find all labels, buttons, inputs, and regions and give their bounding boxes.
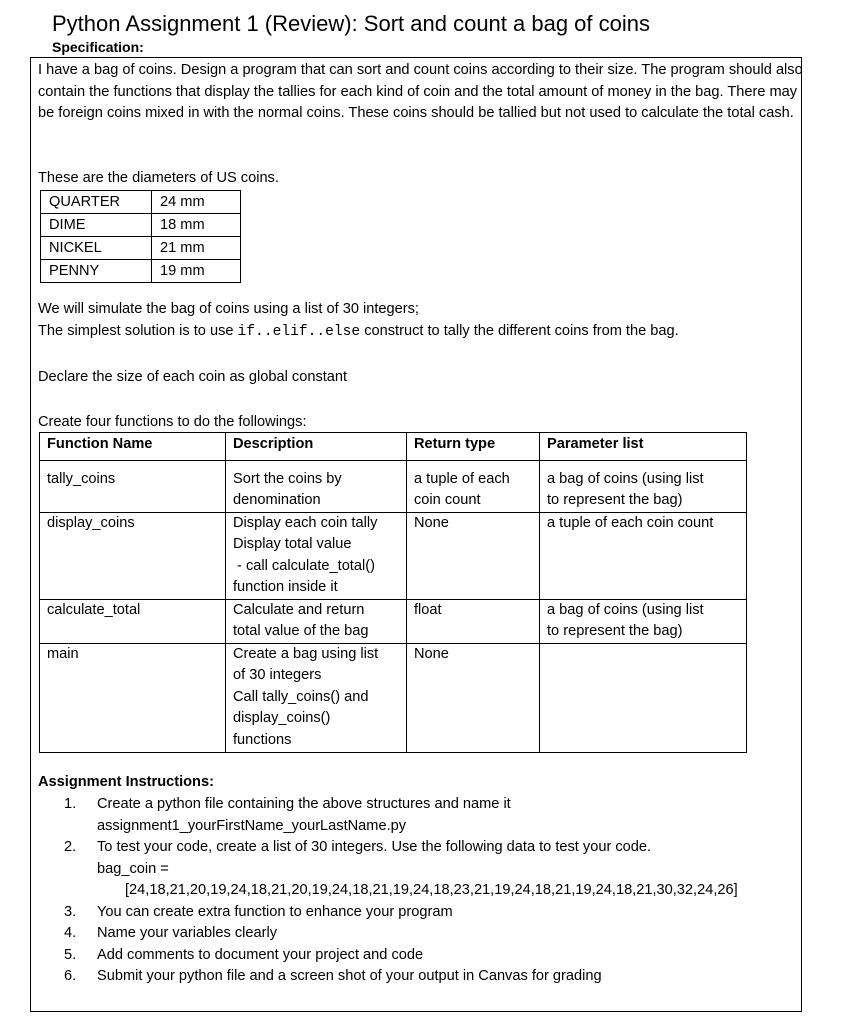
function-name: calculate_total xyxy=(40,599,226,643)
function-description xyxy=(226,643,407,752)
instruction-line: To test your code, create a list of 30 integers. Use the following data to test your code. xyxy=(97,839,652,855)
function-description xyxy=(226,512,407,599)
table-row xyxy=(40,512,747,599)
description-line: Display each coin tally xyxy=(233,514,378,531)
coin-diameter-table xyxy=(40,190,241,283)
instruction-line: Add comments to document your project and code xyxy=(97,946,424,963)
description-line: display_coins() xyxy=(233,710,331,726)
description-line: Calculate and return xyxy=(233,601,365,618)
coin-size: 19 mm xyxy=(152,260,241,283)
instruction-line: You can create extra function to enhance your program xyxy=(97,903,453,920)
column-header: Return type xyxy=(407,433,540,461)
list-number: 1. xyxy=(64,796,77,812)
return-type xyxy=(407,460,540,512)
parameter-line: to represent the bag) xyxy=(547,623,683,639)
instruction-line: Create a python file containing the above structures and name it xyxy=(97,796,511,812)
return-line: None xyxy=(414,645,449,662)
column-header: Function Name xyxy=(40,433,226,461)
return-line: float xyxy=(414,601,442,618)
coin-name: DIME xyxy=(41,214,152,237)
description-line: functions xyxy=(233,731,292,748)
instruction-line: bag_coin = xyxy=(97,860,169,877)
return-type xyxy=(407,512,540,599)
description-line: total value of the bag xyxy=(233,623,369,639)
coin-table-caption: These are the diameters of US coins. xyxy=(38,170,279,186)
list-number: 5. xyxy=(64,946,77,963)
declare-constant-line: Declare the size of each coin as global constant xyxy=(38,369,348,385)
functions-table xyxy=(39,432,747,753)
description-line: Call tally_coins() and xyxy=(233,688,369,705)
coin-name: PENNY xyxy=(41,260,152,283)
instructions-heading: Assignment Instructions: xyxy=(38,774,214,790)
test-data-list: [24,18,21,20,19,24,18,21,20,19,24,18,21,19,24,18,23,21,19,24,18,21,19,24,18,21,30,32,24,26] xyxy=(125,882,738,898)
description-line: denomination xyxy=(233,492,321,508)
list-item xyxy=(64,966,824,988)
description-line: Display total value xyxy=(233,536,352,552)
parameter-line: a bag of coins (using list xyxy=(547,470,704,487)
function-description xyxy=(226,460,407,512)
column-header: Parameter list xyxy=(540,433,747,461)
list-number: 2. xyxy=(64,839,77,855)
coin-size: 18 mm xyxy=(152,214,241,237)
description-line: function inside it xyxy=(233,579,338,595)
list-number: 4. xyxy=(64,925,77,941)
list-number: 6. xyxy=(64,968,77,984)
simplest-solution-line xyxy=(38,321,679,343)
simplest-suffix: construct to tally the different coins from the bag. xyxy=(360,323,679,339)
list-number: 3. xyxy=(64,903,77,920)
function-name: display_coins xyxy=(40,512,226,599)
function-name: main xyxy=(40,643,226,752)
specification-label: Specification: xyxy=(52,39,144,55)
coin-name: QUARTER xyxy=(41,191,152,214)
list-item xyxy=(64,945,824,967)
parameter-line: to represent the bag) xyxy=(547,492,683,508)
parameter-list xyxy=(540,599,747,643)
list-item xyxy=(64,923,824,945)
functions-caption: Create four functions to do the followings: xyxy=(38,414,307,430)
list-item xyxy=(64,902,824,924)
instruction-line: assignment1_yourFirstName_yourLastName.py xyxy=(97,817,407,834)
parameter-line: a bag of coins (using list xyxy=(547,601,704,618)
table-row xyxy=(41,214,241,237)
coin-name: NICKEL xyxy=(41,237,152,260)
instruction-line: Name your variables clearly xyxy=(97,925,278,941)
description-line: Create a bag using list xyxy=(233,645,379,662)
return-line: None xyxy=(414,514,449,531)
table-row xyxy=(40,643,747,752)
column-header: Description xyxy=(226,433,407,461)
instructions-list xyxy=(64,794,824,988)
description-line: of 30 integers xyxy=(233,667,322,683)
return-type xyxy=(407,643,540,752)
page-title: Python Assignment 1 (Review): Sort and count a bag of coins xyxy=(52,11,650,36)
table-row xyxy=(40,599,747,643)
coin-size: 21 mm xyxy=(152,237,241,260)
description-line: - call calculate_total() xyxy=(233,557,375,574)
coin-size: 24 mm xyxy=(152,191,241,214)
table-row xyxy=(41,191,241,214)
intro-paragraph xyxy=(38,60,808,125)
parameter-line: a tuple of each coin count xyxy=(547,514,714,531)
list-item xyxy=(64,794,824,837)
return-line: a tuple of each xyxy=(414,470,510,487)
description-line: Sort the coins by xyxy=(233,470,342,487)
simplest-prefix: The simplest solution is to use xyxy=(38,323,238,339)
table-row xyxy=(41,237,241,260)
return-type xyxy=(407,599,540,643)
parameter-list xyxy=(540,460,747,512)
parameter-list xyxy=(540,643,747,752)
parameter-list xyxy=(540,512,747,599)
list-item xyxy=(64,837,824,902)
table-row xyxy=(41,260,241,283)
function-description xyxy=(226,599,407,643)
instruction-line: Submit your python file and a screen shot of your output in Canvas for grading xyxy=(97,968,602,984)
return-line: coin count xyxy=(414,492,481,508)
code-snippet: if..elif..else xyxy=(237,324,361,340)
simulate-line: We will simulate the bag of coins using a list of 30 integers; xyxy=(38,301,419,317)
table-header-row xyxy=(40,433,747,461)
function-name: tally_coins xyxy=(40,460,226,512)
intro-text: I have a bag of coins. Design a program that can sort and count coins according to their size. The program should also contain the functions that display the tallies for each kind of coin and the total amount of money in the bag. There may be foreign coins mixed in with the normal coins. These coins should be tallied but not used to calculate the total cash. xyxy=(38,62,803,121)
table-row xyxy=(40,460,747,512)
